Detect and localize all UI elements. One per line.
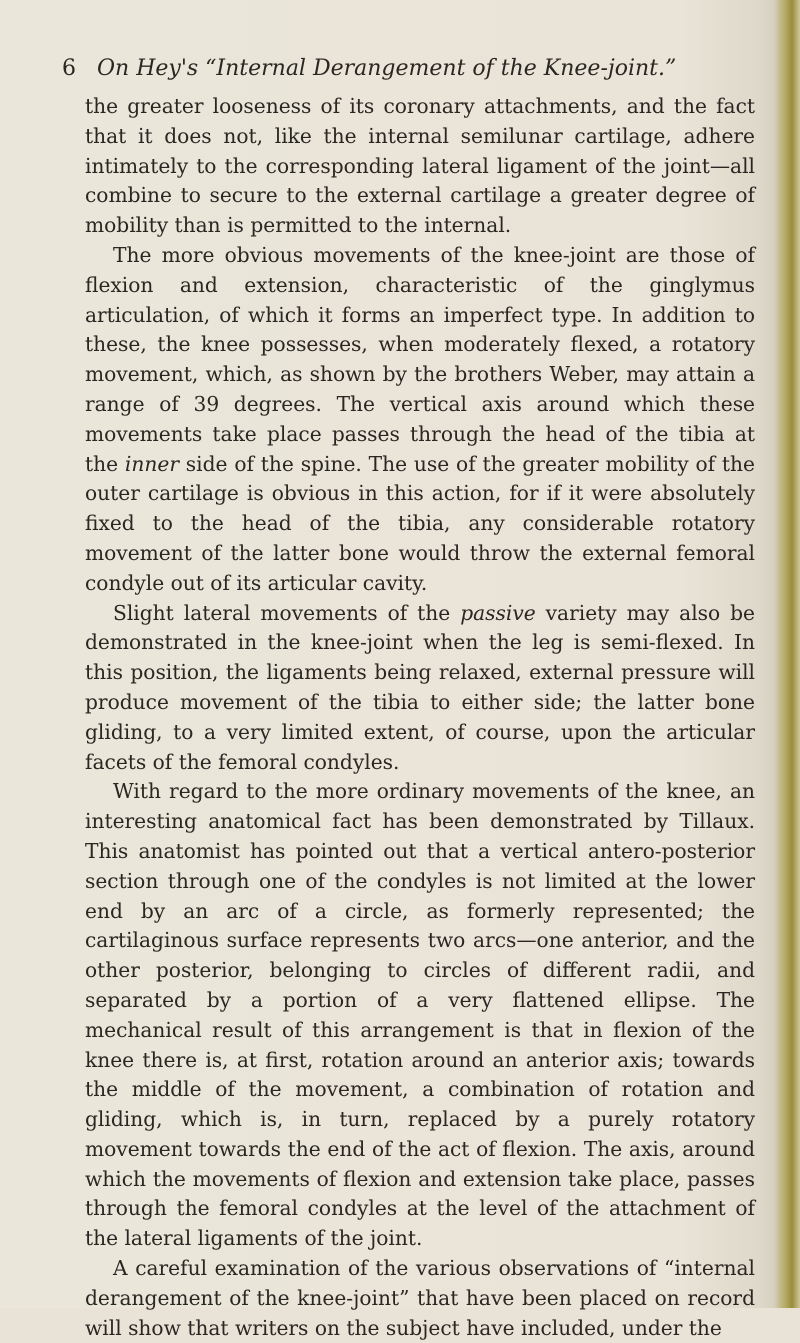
italic-word: inner <box>124 451 179 476</box>
paragraph-2 <box>85 241 755 599</box>
body-text <box>85 92 755 1343</box>
text-segment: Slight lateral movements of the <box>113 600 461 625</box>
text-segment: The more obvious movements of the knee-joint are those of flexion and extension, characteristic of the ginglymus articulation, of which it forms an imperfect type. In addition to these, the knee possesses, when moderately flexed, a rotatory movement, which, as shown by the brothers Weber, may attain a range of 39 degrees. The vertical axis around which these movements take place passes through the head of the tibia at the <box>85 242 755 476</box>
paragraph-3 <box>85 599 755 778</box>
paragraph-1 <box>85 92 755 241</box>
paragraph-4 <box>85 777 755 1254</box>
text-segment: A careful examination of the various observations of “internal derangement of the knee-joint” that have been placed on record will show that writers on the subject have included, under the <box>85 1256 755 1340</box>
text-segment: variety may also be demonstrated in the knee-joint when the leg is semi-flexed. In this position, the ligaments being relaxed, external pressure will produce movement of the tibia to either side; the latter bone gliding, to a very limited extent, of course, upon the articular facets of the femoral condyles. <box>85 600 755 774</box>
text-segment: With regard to the more ordinary movements of the knee, an interesting anatomical fact has been demonstrated by Tillaux. This anatomist has pointed out that a vertical antero-posterior section through one of the condyles is not limited at the lower end by an arc of a circle, as formerly represented; the cartilaginous surface represents two arcs—one anterior, and the other posterior, belonging to circles of different radii, and separated by a portion of a very flattened ellipse. The mechanical result of this arrangement is that in flexion of the knee there is, at first, rotation around an anterior axis; towards the middle of the movement, a combination of rotation and gliding, which is, in turn, replaced by a purely rotatory movement towards the end of the act of flexion. The axis, around which the movements of flexion and extension take place, passes through the femoral condyles at the level of the attachment of the lateral ligaments of the joint. <box>85 779 755 1251</box>
running-title: On Hey's “Internal Derangement of the Knee-joint.” <box>97 56 677 81</box>
italic-word: passive <box>460 600 536 625</box>
text-segment: side of the spine. The use of the greater mobility of the outer cartilage is obvious in this action, for if it were absolutely fixed to the head of the tibia, any considerable rotatory movement of the latter bone would throw the external femoral condyle out of its articular cavity. <box>85 451 755 595</box>
running-header <box>62 56 762 81</box>
page-edge-shadow <box>774 0 800 1308</box>
text-segment: the greater looseness of its coronary attachments, and the fact that it does not, like the internal semilunar cartilage, adhere intimately to the corresponding lateral ligament of the joint—all combine to secure to the external cartilage a greater degree of mobility than is permitted to the internal. <box>85 94 755 238</box>
page-number: 6 <box>62 56 76 81</box>
paragraph-5 <box>85 1254 755 1343</box>
